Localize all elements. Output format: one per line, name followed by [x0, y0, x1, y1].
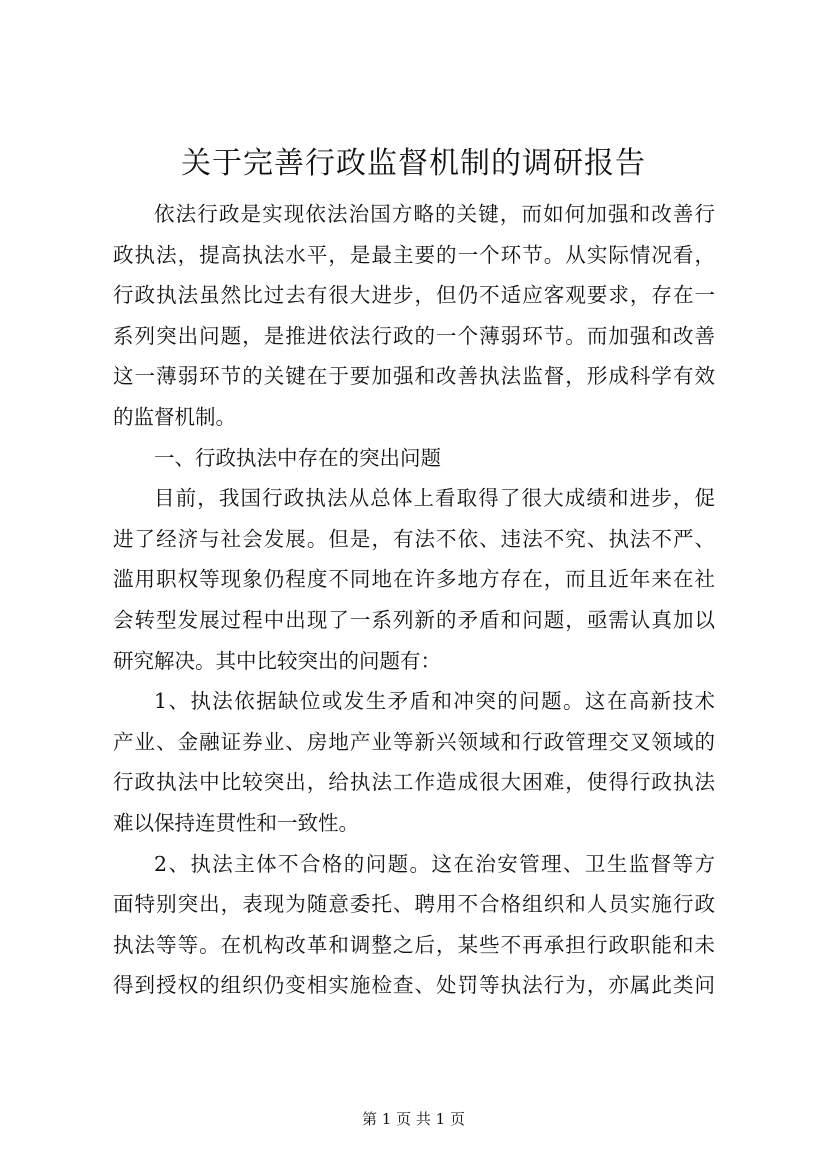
text-line: 这一薄弱环节的关键在于要加强和改善执法监督，形成科学有效 [113, 364, 715, 389]
text-line: 2、执法主体不合格的问题。这在治安管理、卫生监督等方 [154, 851, 715, 876]
text-line: 滥用职权等现象仍程度不同地在许多地方存在，而且近年来在社 [113, 567, 715, 592]
document-body [113, 194, 715, 1006]
text-line: 目前，我国行政执法从总体上看取得了很大成绩和进步，促 [154, 486, 715, 511]
text-line: 面特别突出，表现为随意委托、聘用不合格组织和人员实施行政 [113, 892, 715, 917]
text-line: 得到授权的组织仍变相实施检查、处罚等执法行为，亦属此类问 [113, 973, 715, 998]
text-line: 产业、金融证券业、房地产业等新兴领域和行政管理交叉领域的 [113, 729, 715, 754]
page-number-footer: 第 1 页 共 1 页 [362, 1110, 465, 1128]
text-line: 行政执法虽然比过去有很大进步，但仍不适应客观要求，存在一 [113, 283, 715, 308]
text-line: 行政执法中比较突出，给执法工作造成很大困难，使得行政执法 [113, 770, 715, 795]
text-line: 政执法，提高执法水平，是最主要的一个环节。从实际情况看， [113, 242, 715, 267]
text-line: 执法等等。在机构改革和调整之后，某些不再承担行政职能和未 [113, 932, 715, 957]
text-line: 进了经济与社会发展。但是，有法不依、违法不究、执法不严、 [113, 526, 715, 551]
text-line: 1、执法依据缺位或发生矛盾和冲突的问题。这在高新技术 [154, 689, 715, 714]
text-line: 研究解决。其中比较突出的问题有： [113, 648, 441, 673]
text-line: 一、行政执法中存在的突出问题 [154, 445, 441, 470]
document-title: 关于完善行政监督机制的调研报告 [181, 146, 646, 181]
text-line: 系列突出问题，是推进依法行政的一个薄弱环节。而加强和改善 [113, 323, 715, 348]
text-line: 的监督机制。 [113, 404, 236, 429]
text-line: 难以保持连贯性和一致性。 [113, 810, 359, 835]
text-line: 会转型发展过程中出现了一系列新的矛盾和问题，亟需认真加以 [113, 607, 715, 632]
text-line: 依法行政是实现依法治国方略的关键，而如何加强和改善行 [154, 202, 715, 226]
